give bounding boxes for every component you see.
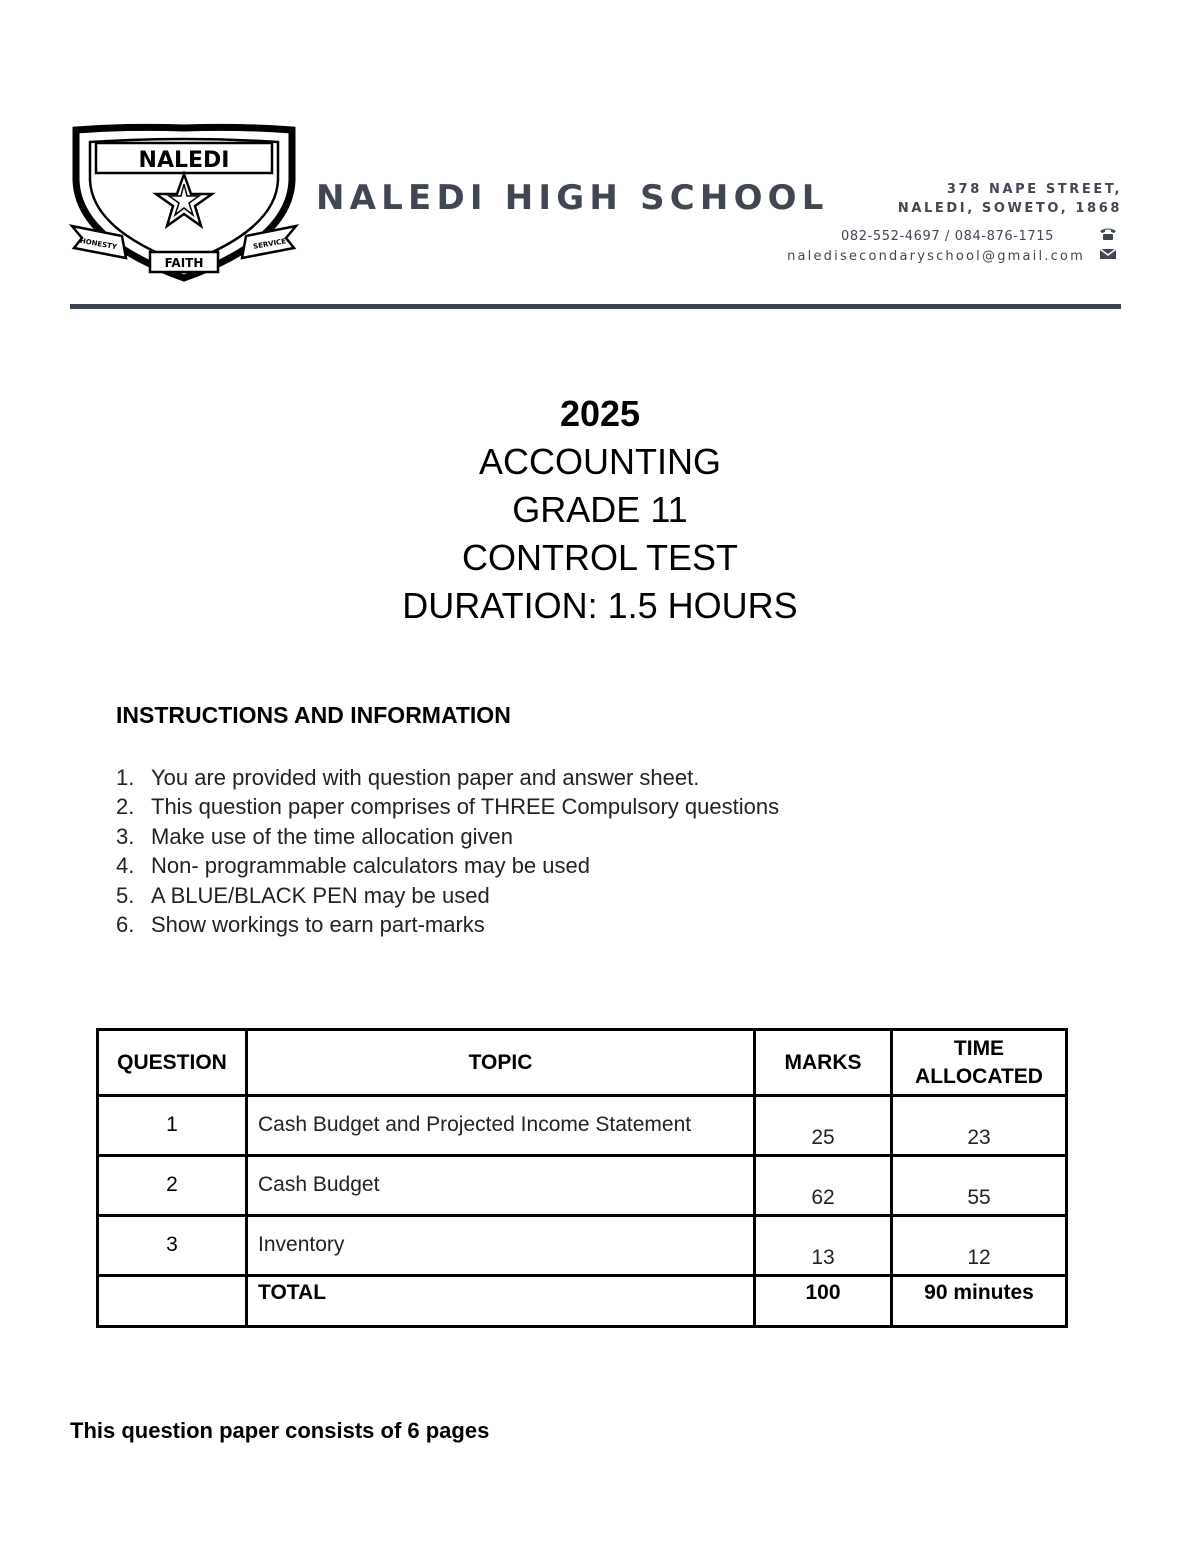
cell-marks: 62 (755, 1156, 892, 1216)
svg-text:NALEDI: NALEDI (138, 148, 230, 173)
address-line-2: NALEDI, SOWETO, 1868 (897, 201, 1122, 216)
table-row (98, 1156, 1067, 1216)
question-summary-table (96, 1028, 1068, 1328)
address-line-1: 378 NAPE STREET, (946, 182, 1122, 197)
exam-test-type: CONTROL TEST (461, 537, 739, 578)
school-crest-logo (68, 118, 300, 283)
page-count-note: This question paper consists of 6 pages (70, 1418, 490, 1443)
instruction-number: 2. (116, 794, 135, 820)
exam-subject: ACCOUNTING (479, 441, 721, 482)
cell-total-label: TOTAL (247, 1276, 755, 1327)
instruction-text: You are provided with question paper and answer sheet. (151, 765, 700, 790)
instruction-number: 6. (116, 911, 135, 937)
instruction-item (116, 910, 779, 939)
logo-motto-right: SERVICE (252, 237, 287, 251)
cell-marks: 13 (755, 1216, 892, 1276)
instructions-list (116, 763, 779, 939)
logo-motto-left: HONESTY (79, 236, 118, 252)
cell-topic: Inventory (247, 1216, 755, 1276)
phone-numbers: 082-552-4697 / 084-876-1715 (840, 229, 1054, 244)
mail-icon (1098, 247, 1118, 261)
instruction-number: 4. (116, 853, 135, 879)
table-total-row (98, 1276, 1067, 1327)
instruction-text: Non- programmable calculators may be used (151, 853, 590, 879)
title-block (0, 390, 1200, 630)
exam-grade: GRADE 11 (512, 489, 688, 530)
header-marks: MARKS (755, 1030, 892, 1096)
school-name: NALEDI HIGH SCHOOL (316, 178, 829, 218)
email-address: naledisecondaryschool@gmail.com (787, 249, 1085, 264)
instruction-number: 1. (116, 765, 135, 790)
header-topic: TOPIC (247, 1030, 755, 1096)
table-row (98, 1216, 1067, 1276)
header-time-allocated: TIME ALLOCATED (892, 1030, 1067, 1096)
table-header-row (98, 1030, 1067, 1096)
instruction-item (116, 881, 779, 910)
instruction-text: Make use of the time allocation given (151, 823, 513, 849)
cell-time: 12 (892, 1216, 1067, 1276)
instruction-item (116, 763, 779, 792)
cell-time: 23 (892, 1096, 1067, 1156)
logo-motto-faith: FAITH (164, 256, 204, 270)
instruction-text: Show workings to earn part-marks (151, 911, 485, 937)
instruction-text: This question paper comprises of THREE Compulsory questions (151, 794, 780, 820)
exam-duration: DURATION: 1.5 HOURS (402, 585, 798, 626)
cell-marks: 25 (755, 1096, 892, 1156)
cell-question: 3 (98, 1216, 247, 1276)
instruction-number: 5. (116, 882, 135, 908)
cell-time: 55 (892, 1156, 1067, 1216)
cell-question: 2 (98, 1156, 247, 1216)
instruction-item (116, 822, 779, 851)
instructions-heading: INSTRUCTIONS AND INFORMATION (116, 702, 511, 728)
cell-total-time: 90 minutes (892, 1276, 1067, 1327)
exam-year: 2025 (559, 393, 641, 434)
instruction-text: A BLUE/BLACK PEN may be used (151, 882, 490, 908)
header-rule (70, 304, 1121, 309)
cell-topic: Cash Budget and Projected Income Statement (247, 1096, 755, 1156)
instruction-item (116, 792, 779, 821)
instruction-item (116, 851, 779, 880)
header-question: QUESTION (98, 1030, 247, 1096)
cell-total-marks: 100 (755, 1276, 892, 1327)
cell-total-empty (98, 1276, 247, 1327)
instruction-number: 3. (116, 823, 135, 849)
phone-icon (1098, 227, 1118, 241)
table-row (98, 1096, 1067, 1156)
cell-question: 1 (98, 1096, 247, 1156)
cell-topic: Cash Budget (247, 1156, 755, 1216)
